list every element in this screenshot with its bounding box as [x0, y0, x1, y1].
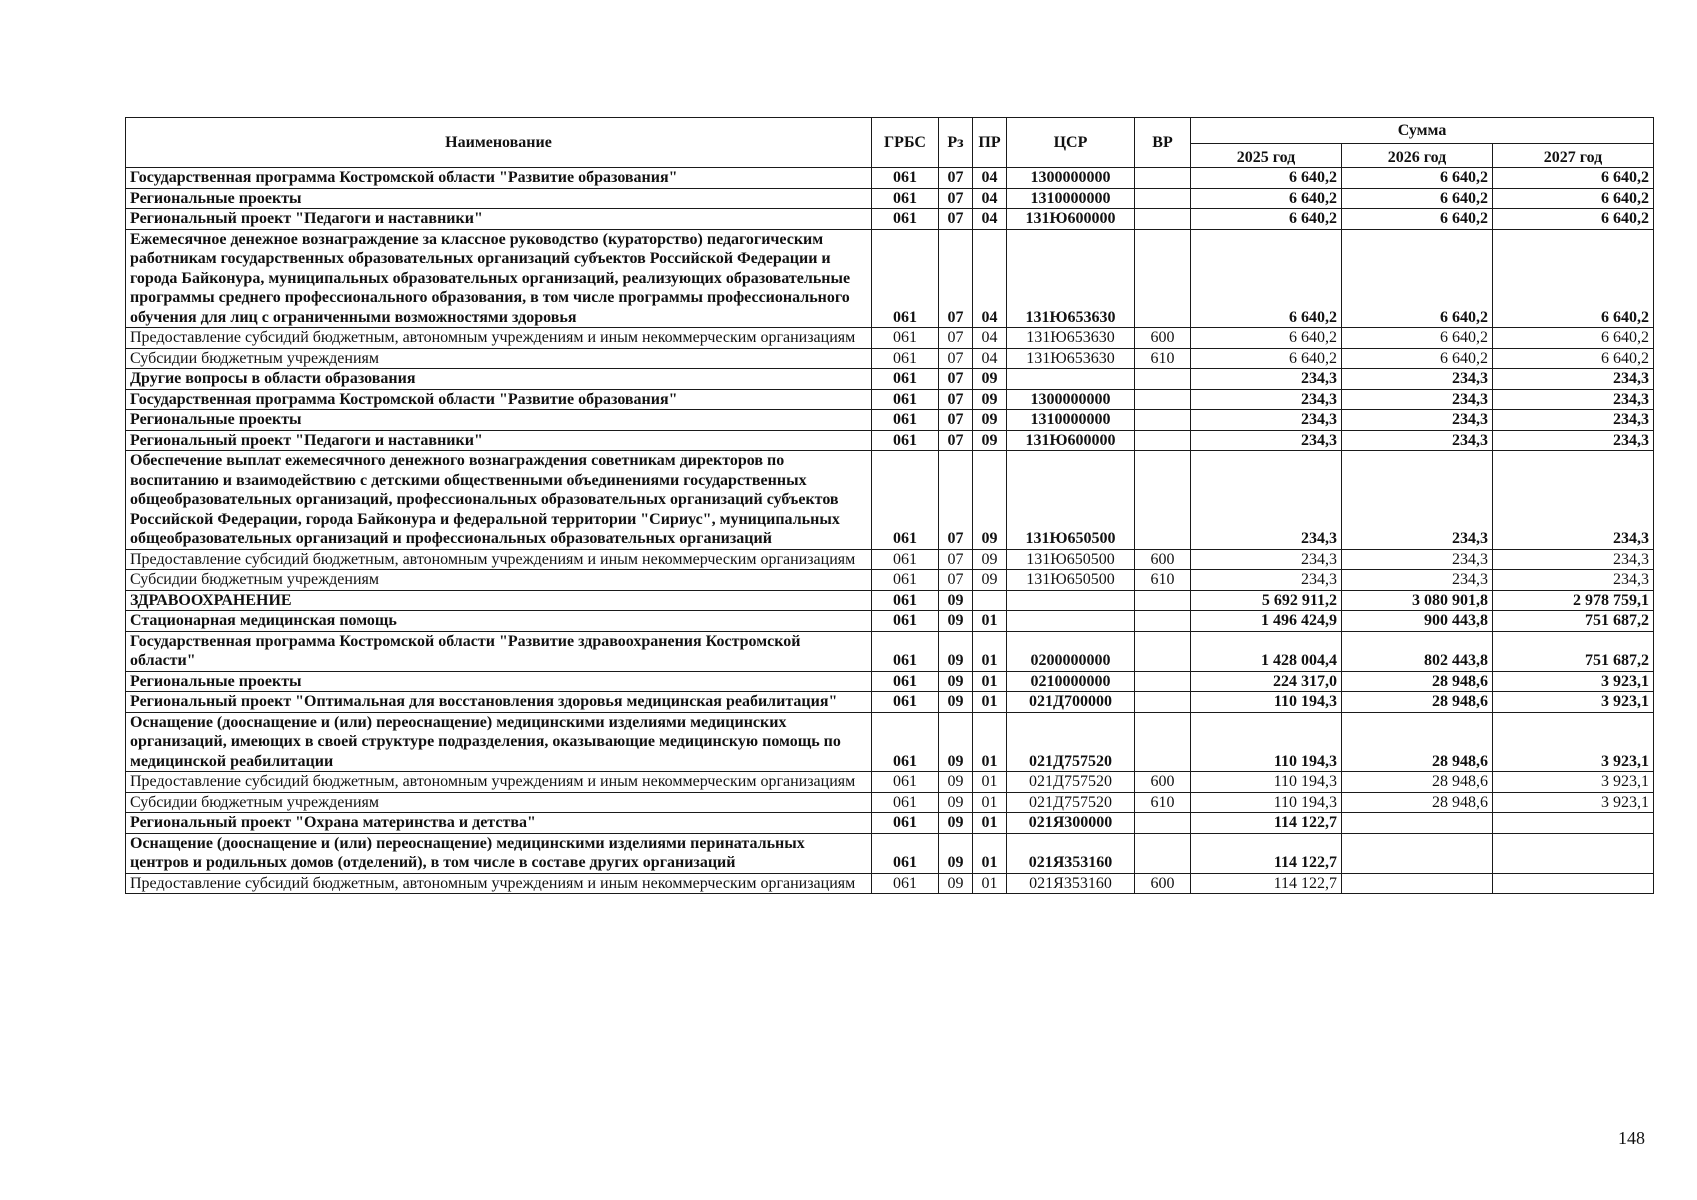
cell-grbs: 061: [872, 792, 939, 813]
header-year-2027: 2027 год: [1493, 144, 1654, 168]
cell-2026: 900 443,8: [1342, 611, 1493, 632]
cell-2026: 28 948,6: [1342, 772, 1493, 793]
table-row: [126, 813, 1654, 834]
cell-2027: 234,3: [1493, 389, 1654, 410]
cell-vr: 610: [1135, 348, 1191, 369]
cell-name: Государственная программа Костромской области "Развитие здравоохранения Костромской области": [126, 631, 872, 671]
cell-pr: 09: [973, 430, 1007, 451]
cell-csr: [1007, 590, 1135, 611]
cell-name: Государственная программа Костромской области "Развитие образования": [126, 389, 872, 410]
header-sum: Сумма: [1191, 118, 1654, 144]
cell-rz: 09: [939, 692, 973, 713]
cell-pr: 09: [973, 549, 1007, 570]
cell-2027: 6 640,2: [1493, 188, 1654, 209]
header-csr: ЦСР: [1007, 118, 1135, 168]
header-vr: ВР: [1135, 118, 1191, 168]
table-row: [126, 229, 1654, 328]
cell-rz: 09: [939, 631, 973, 671]
cell-grbs: 061: [872, 229, 939, 328]
table-row: [126, 328, 1654, 349]
cell-csr: 021Д757520: [1007, 772, 1135, 793]
cell-vr: [1135, 712, 1191, 772]
cell-2027: 234,3: [1493, 570, 1654, 591]
cell-2025: 114 122,7: [1191, 873, 1342, 894]
table-body: [126, 168, 1654, 894]
cell-grbs: 061: [872, 451, 939, 550]
cell-2025: 234,3: [1191, 451, 1342, 550]
cell-grbs: 061: [872, 570, 939, 591]
cell-name: Региональный проект "Охрана материнства и детства": [126, 813, 872, 834]
cell-vr: [1135, 813, 1191, 834]
cell-vr: [1135, 209, 1191, 230]
cell-name: Региональный проект "Педагоги и наставники": [126, 209, 872, 230]
cell-pr: 09: [973, 389, 1007, 410]
cell-2027: 234,3: [1493, 430, 1654, 451]
cell-2026: 6 640,2: [1342, 348, 1493, 369]
cell-name: Региональные проекты: [126, 671, 872, 692]
cell-pr: 04: [973, 188, 1007, 209]
cell-vr: [1135, 671, 1191, 692]
cell-pr: 04: [973, 328, 1007, 349]
cell-rz: 07: [939, 369, 973, 390]
table-row: [126, 348, 1654, 369]
cell-pr: 04: [973, 229, 1007, 328]
cell-csr: 1300000000: [1007, 168, 1135, 189]
cell-name: Предоставление субсидий бюджетным, автономным учреждениям и иным некоммерческим организациям: [126, 328, 872, 349]
cell-2027: 2 978 759,1: [1493, 590, 1654, 611]
cell-vr: [1135, 389, 1191, 410]
cell-2026: 802 443,8: [1342, 631, 1493, 671]
cell-2025: 6 640,2: [1191, 168, 1342, 189]
cell-rz: 07: [939, 209, 973, 230]
cell-2027: 234,3: [1493, 369, 1654, 390]
cell-pr: 04: [973, 209, 1007, 230]
cell-csr: 131Ю653630: [1007, 348, 1135, 369]
cell-pr: 01: [973, 631, 1007, 671]
cell-grbs: 061: [872, 348, 939, 369]
cell-rz: 09: [939, 792, 973, 813]
cell-2026: 28 948,6: [1342, 671, 1493, 692]
cell-rz: 07: [939, 430, 973, 451]
table-row: [126, 430, 1654, 451]
cell-rz: 07: [939, 188, 973, 209]
cell-grbs: 061: [872, 712, 939, 772]
cell-2027: 3 923,1: [1493, 792, 1654, 813]
cell-2025: 6 640,2: [1191, 328, 1342, 349]
cell-2025: 110 194,3: [1191, 712, 1342, 772]
header-name: Наименование: [126, 118, 872, 168]
table-row: [126, 671, 1654, 692]
table-row: [126, 168, 1654, 189]
table-row: [126, 410, 1654, 431]
cell-2025: 234,3: [1191, 389, 1342, 410]
cell-rz: 09: [939, 813, 973, 834]
cell-2025: 110 194,3: [1191, 772, 1342, 793]
cell-csr: 021Д757520: [1007, 792, 1135, 813]
cell-grbs: 061: [872, 328, 939, 349]
cell-name: Другие вопросы в области образования: [126, 369, 872, 390]
cell-rz: 07: [939, 549, 973, 570]
cell-2025: 6 640,2: [1191, 188, 1342, 209]
cell-grbs: 061: [872, 389, 939, 410]
cell-rz: 07: [939, 389, 973, 410]
cell-vr: [1135, 833, 1191, 873]
cell-grbs: 061: [872, 813, 939, 834]
cell-csr: 1310000000: [1007, 410, 1135, 431]
cell-2026: 234,3: [1342, 410, 1493, 431]
cell-2025: 114 122,7: [1191, 813, 1342, 834]
table-row: [126, 590, 1654, 611]
cell-csr: 1300000000: [1007, 389, 1135, 410]
table-row: [126, 389, 1654, 410]
cell-rz: 07: [939, 328, 973, 349]
cell-name: Региональный проект "Оптимальная для восстановления здоровья медицинская реабилитация": [126, 692, 872, 713]
cell-2026: 28 948,6: [1342, 692, 1493, 713]
cell-2025: 6 640,2: [1191, 348, 1342, 369]
cell-csr: [1007, 369, 1135, 390]
table-row: [126, 712, 1654, 772]
cell-vr: [1135, 410, 1191, 431]
cell-rz: 09: [939, 611, 973, 632]
table-row: [126, 570, 1654, 591]
cell-csr: 0210000000: [1007, 671, 1135, 692]
cell-vr: [1135, 590, 1191, 611]
cell-rz: 07: [939, 570, 973, 591]
cell-grbs: 061: [872, 168, 939, 189]
table-row: [126, 188, 1654, 209]
cell-csr: 131Ю653630: [1007, 229, 1135, 328]
cell-2026: 234,3: [1342, 549, 1493, 570]
cell-2025: 234,3: [1191, 410, 1342, 431]
cell-2026: [1342, 813, 1493, 834]
cell-name: Субсидии бюджетным учреждениям: [126, 792, 872, 813]
cell-grbs: 061: [872, 188, 939, 209]
cell-vr: [1135, 369, 1191, 390]
cell-2027: 6 640,2: [1493, 209, 1654, 230]
table-row: [126, 209, 1654, 230]
cell-name: Обеспечение выплат ежемесячного денежного вознаграждения советникам директоров по воспитанию и взаимодействию с детскими общественными объединениями государственных общеобразовательных организаций, профессиональных образовательных организаций субъектов Российской Федерации, города Байконура и федеральной территории "Сириус", муниципальных общеобразовательных организаций и профессиональных образовательных организаций: [126, 451, 872, 550]
cell-vr: [1135, 229, 1191, 328]
cell-2026: 6 640,2: [1342, 229, 1493, 328]
cell-rz: 07: [939, 451, 973, 550]
cell-csr: [1007, 611, 1135, 632]
cell-grbs: 061: [872, 549, 939, 570]
cell-name: Предоставление субсидий бюджетным, автономным учреждениям и иным некоммерческим организациям: [126, 549, 872, 570]
cell-rz: 07: [939, 348, 973, 369]
cell-vr: [1135, 611, 1191, 632]
cell-pr: 01: [973, 712, 1007, 772]
cell-grbs: 061: [872, 873, 939, 894]
cell-vr: [1135, 451, 1191, 550]
cell-vr: 600: [1135, 873, 1191, 894]
cell-name: Оснащение (дооснащение и (или) переоснащение) медицинскими изделиями медицинских организаций, имеющих в своей структуре подразделения, оказывающие медицинскую помощь по медицинской реабилитации: [126, 712, 872, 772]
cell-csr: 131Ю600000: [1007, 209, 1135, 230]
cell-name: Оснащение (дооснащение и (или) переоснащение) медицинскими изделиями перинатальных центров и родильных домов (отделений), в том числе в составе других организаций: [126, 833, 872, 873]
cell-pr: 01: [973, 873, 1007, 894]
cell-pr: [973, 590, 1007, 611]
cell-grbs: 061: [872, 590, 939, 611]
cell-rz: 09: [939, 772, 973, 793]
cell-2025: 5 692 911,2: [1191, 590, 1342, 611]
cell-name: Стационарная медицинская помощь: [126, 611, 872, 632]
header-year-2025: 2025 год: [1191, 144, 1342, 168]
cell-name: Ежемесячное денежное вознаграждение за классное руководство (кураторство) педагогическим работникам государственных образовательных организаций субъектов Российской Федерации и города Байконура, муниципальных образовательных организаций, реализующих образовательные программы среднего профессионального образования, в том числе программы профессионального обучения для лиц с ограниченными возможностями здоровья: [126, 229, 872, 328]
cell-name: Региональные проекты: [126, 410, 872, 431]
table-row: [126, 369, 1654, 390]
table-row: [126, 549, 1654, 570]
cell-grbs: 061: [872, 772, 939, 793]
header-grbs: ГРБС: [872, 118, 939, 168]
cell-grbs: 061: [872, 692, 939, 713]
cell-vr: 610: [1135, 570, 1191, 591]
cell-csr: 021Я300000: [1007, 813, 1135, 834]
cell-2027: 6 640,2: [1493, 229, 1654, 328]
table-row: [126, 631, 1654, 671]
cell-grbs: 061: [872, 671, 939, 692]
cell-csr: 021Д757520: [1007, 712, 1135, 772]
cell-2026: 28 948,6: [1342, 792, 1493, 813]
header-rz: Рз: [939, 118, 973, 168]
header-pr: ПР: [973, 118, 1007, 168]
cell-2025: 234,3: [1191, 369, 1342, 390]
budget-table: [125, 117, 1654, 894]
cell-2027: 751 687,2: [1493, 631, 1654, 671]
cell-csr: 0200000000: [1007, 631, 1135, 671]
cell-2026: 234,3: [1342, 369, 1493, 390]
cell-2025: 110 194,3: [1191, 692, 1342, 713]
cell-2027: 3 923,1: [1493, 671, 1654, 692]
cell-vr: [1135, 188, 1191, 209]
cell-name: Региональные проекты: [126, 188, 872, 209]
cell-grbs: 061: [872, 833, 939, 873]
cell-name: Субсидии бюджетным учреждениям: [126, 348, 872, 369]
cell-grbs: 061: [872, 209, 939, 230]
cell-2026: 234,3: [1342, 430, 1493, 451]
cell-csr: 131Ю650500: [1007, 570, 1135, 591]
cell-csr: 131Ю600000: [1007, 430, 1135, 451]
cell-grbs: 061: [872, 631, 939, 671]
cell-2026: 3 080 901,8: [1342, 590, 1493, 611]
cell-2025: 6 640,2: [1191, 209, 1342, 230]
cell-vr: 610: [1135, 792, 1191, 813]
cell-2027: 234,3: [1493, 410, 1654, 431]
cell-csr: 131Ю650500: [1007, 549, 1135, 570]
cell-name: Предоставление субсидий бюджетным, автономным учреждениям и иным некоммерческим организациям: [126, 873, 872, 894]
cell-pr: 09: [973, 570, 1007, 591]
cell-rz: 09: [939, 712, 973, 772]
cell-2025: 234,3: [1191, 570, 1342, 591]
cell-2027: 234,3: [1493, 549, 1654, 570]
cell-csr: 1310000000: [1007, 188, 1135, 209]
cell-grbs: 061: [872, 611, 939, 632]
cell-rz: 09: [939, 833, 973, 873]
cell-2026: 6 640,2: [1342, 168, 1493, 189]
cell-name: Субсидии бюджетным учреждениям: [126, 570, 872, 591]
cell-2026: 234,3: [1342, 570, 1493, 591]
cell-pr: 04: [973, 168, 1007, 189]
table-row: [126, 873, 1654, 894]
cell-rz: 09: [939, 590, 973, 611]
cell-2025: 1 428 004,4: [1191, 631, 1342, 671]
table-row: [126, 833, 1654, 873]
header-year-2026: 2026 год: [1342, 144, 1493, 168]
cell-pr: 01: [973, 813, 1007, 834]
cell-grbs: 061: [872, 410, 939, 431]
cell-vr: [1135, 168, 1191, 189]
cell-pr: 09: [973, 369, 1007, 390]
cell-2026: 6 640,2: [1342, 328, 1493, 349]
cell-2026: 234,3: [1342, 389, 1493, 410]
cell-2025: 234,3: [1191, 430, 1342, 451]
cell-pr: 01: [973, 772, 1007, 793]
cell-2027: 6 640,2: [1493, 348, 1654, 369]
cell-rz: 07: [939, 168, 973, 189]
cell-2027: 3 923,1: [1493, 692, 1654, 713]
table-row: [126, 792, 1654, 813]
cell-vr: 600: [1135, 328, 1191, 349]
cell-csr: 131Ю653630: [1007, 328, 1135, 349]
cell-2025: 114 122,7: [1191, 833, 1342, 873]
cell-csr: 021Я353160: [1007, 873, 1135, 894]
cell-2027: 234,3: [1493, 451, 1654, 550]
cell-2026: [1342, 833, 1493, 873]
cell-2026: 234,3: [1342, 451, 1493, 550]
page-number: 148: [1618, 1128, 1645, 1148]
cell-vr: 600: [1135, 549, 1191, 570]
table-row: [126, 451, 1654, 550]
cell-2027: 3 923,1: [1493, 712, 1654, 772]
table-row: [126, 772, 1654, 793]
cell-2027: [1493, 873, 1654, 894]
cell-2027: [1493, 833, 1654, 873]
cell-name: ЗДРАВООХРАНЕНИЕ: [126, 590, 872, 611]
cell-pr: 09: [973, 410, 1007, 431]
cell-name: Государственная программа Костромской области "Развитие образования": [126, 168, 872, 189]
cell-grbs: 061: [872, 430, 939, 451]
cell-pr: 01: [973, 671, 1007, 692]
cell-csr: 021Я353160: [1007, 833, 1135, 873]
cell-vr: [1135, 631, 1191, 671]
cell-2027: 6 640,2: [1493, 168, 1654, 189]
cell-pr: 01: [973, 692, 1007, 713]
cell-rz: 07: [939, 410, 973, 431]
table-row: [126, 611, 1654, 632]
cell-2025: 224 317,0: [1191, 671, 1342, 692]
cell-2026: [1342, 873, 1493, 894]
cell-csr: 021Д700000: [1007, 692, 1135, 713]
cell-2026: 28 948,6: [1342, 712, 1493, 772]
cell-2027: 6 640,2: [1493, 328, 1654, 349]
cell-rz: 09: [939, 671, 973, 692]
cell-name: Предоставление субсидий бюджетным, автономным учреждениям и иным некоммерческим организациям: [126, 772, 872, 793]
cell-csr: 131Ю650500: [1007, 451, 1135, 550]
cell-name: Региональный проект "Педагоги и наставники": [126, 430, 872, 451]
cell-2026: 6 640,2: [1342, 209, 1493, 230]
table-row: [126, 692, 1654, 713]
cell-2025: 234,3: [1191, 549, 1342, 570]
cell-grbs: 061: [872, 369, 939, 390]
cell-rz: 07: [939, 229, 973, 328]
cell-pr: 04: [973, 348, 1007, 369]
cell-2025: 1 496 424,9: [1191, 611, 1342, 632]
cell-rz: 09: [939, 873, 973, 894]
cell-vr: [1135, 430, 1191, 451]
cell-2027: 751 687,2: [1493, 611, 1654, 632]
cell-2027: 3 923,1: [1493, 772, 1654, 793]
cell-vr: [1135, 692, 1191, 713]
cell-vr: 600: [1135, 772, 1191, 793]
cell-pr: 09: [973, 451, 1007, 550]
cell-2026: 6 640,2: [1342, 188, 1493, 209]
cell-pr: 01: [973, 611, 1007, 632]
cell-pr: 01: [973, 833, 1007, 873]
cell-2027: [1493, 813, 1654, 834]
cell-2025: 6 640,2: [1191, 229, 1342, 328]
cell-2025: 110 194,3: [1191, 792, 1342, 813]
cell-pr: 01: [973, 792, 1007, 813]
